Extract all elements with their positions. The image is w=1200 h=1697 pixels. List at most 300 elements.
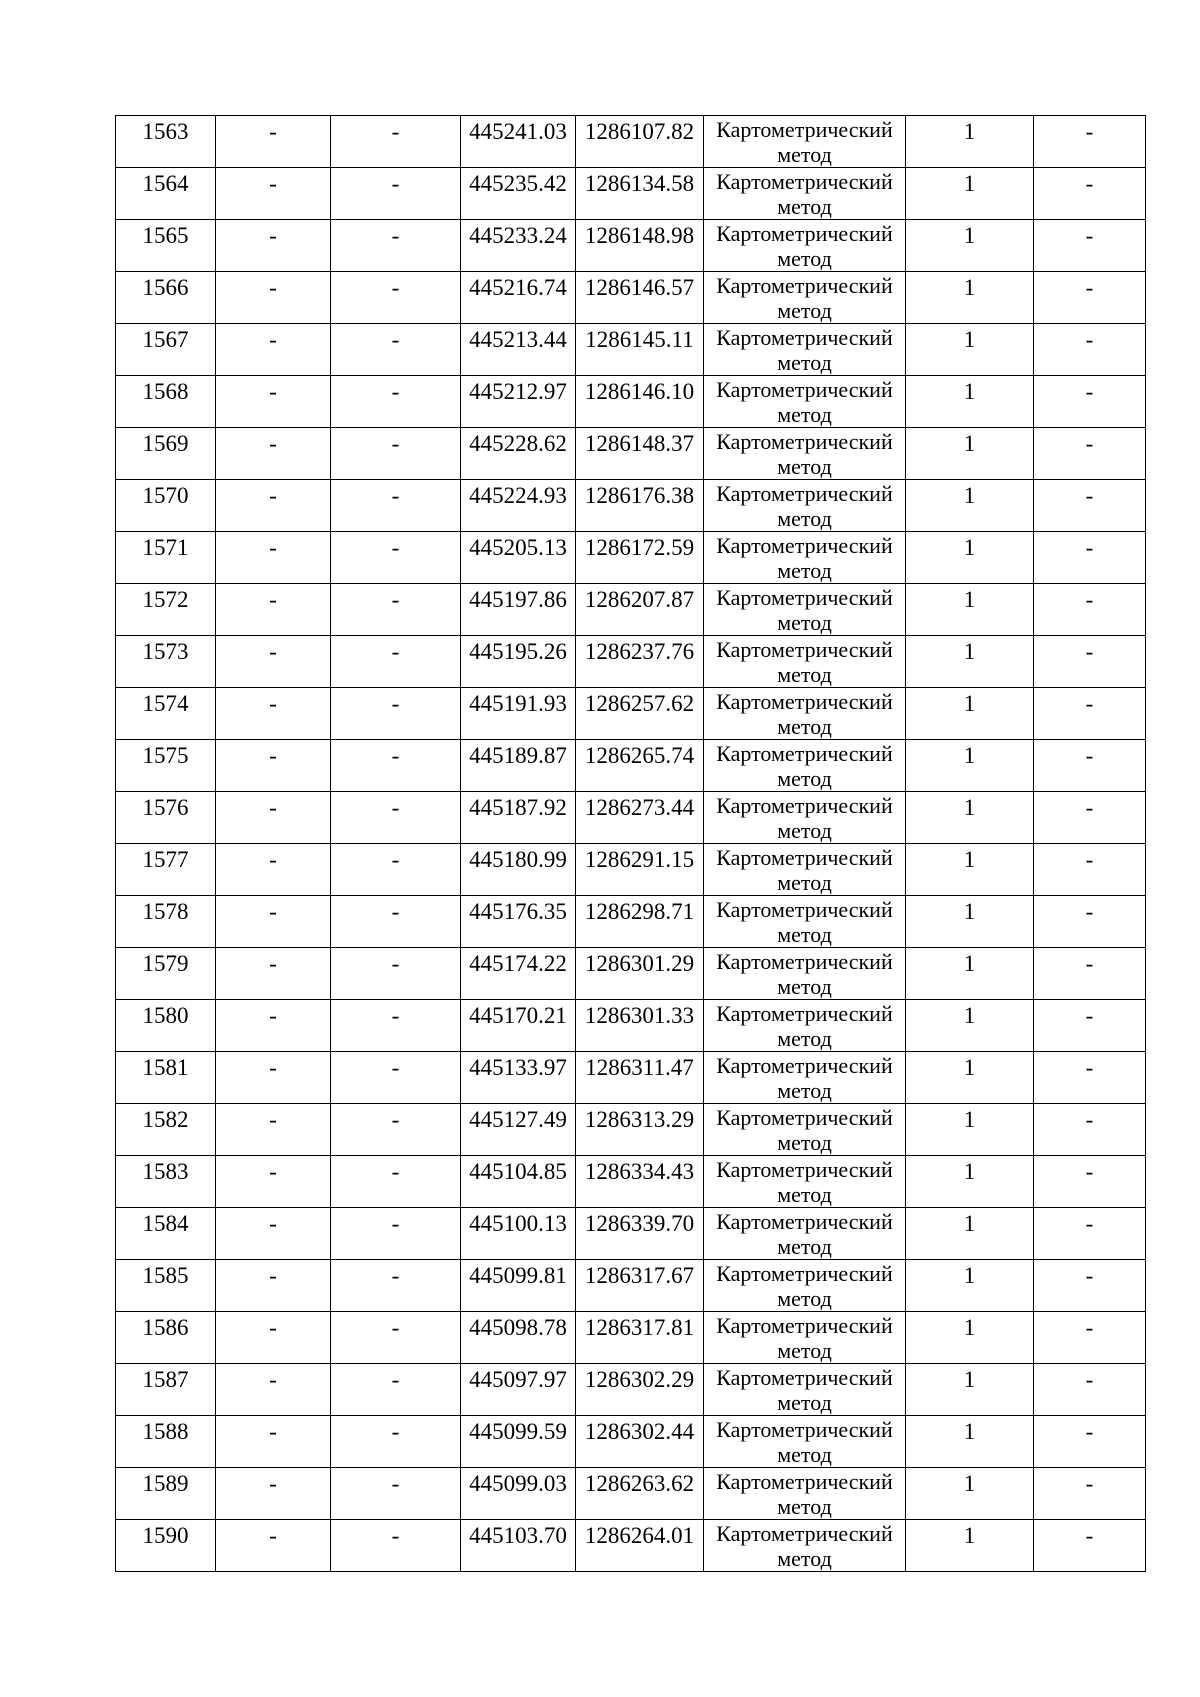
coordinate-y-cell: 1286237.76 <box>576 636 704 688</box>
coordinate-x-cell: 445187.92 <box>461 792 576 844</box>
coordinate-y-cell: 1286302.44 <box>576 1416 704 1468</box>
empty-dash-cell: - <box>1034 376 1146 428</box>
empty-dash-cell: - <box>1034 688 1146 740</box>
accuracy-cell: 1 <box>906 688 1034 740</box>
method-line-1: Картометрический <box>716 533 893 558</box>
empty-dash-cell: - <box>216 1364 331 1416</box>
point-number-cell: 1574 <box>116 688 216 740</box>
table-row <box>116 792 1146 844</box>
method-line-2: метод <box>777 246 832 271</box>
empty-dash-cell: - <box>331 948 461 1000</box>
empty-dash-cell: - <box>216 792 331 844</box>
accuracy-cell: 1 <box>906 428 1034 480</box>
empty-dash-cell: - <box>1034 1312 1146 1364</box>
method-line-1: Картометрический <box>716 481 893 506</box>
table-row <box>116 428 1146 480</box>
accuracy-cell: 1 <box>906 1364 1034 1416</box>
point-number-cell: 1586 <box>116 1312 216 1364</box>
point-number-cell: 1575 <box>116 740 216 792</box>
method-line-2: метод <box>777 454 832 479</box>
empty-dash-cell: - <box>216 116 331 168</box>
method-cell <box>704 1416 906 1468</box>
coordinate-x-cell: 445099.81 <box>461 1260 576 1312</box>
table-row <box>116 688 1146 740</box>
coordinate-y-cell: 1286148.37 <box>576 428 704 480</box>
empty-dash-cell: - <box>1034 1520 1146 1572</box>
accuracy-cell: 1 <box>906 220 1034 272</box>
coordinate-x-cell: 445233.24 <box>461 220 576 272</box>
method-line-1: Картометрический <box>716 845 893 870</box>
method-cell <box>704 532 906 584</box>
method-line-2: метод <box>777 298 832 323</box>
accuracy-cell: 1 <box>906 1416 1034 1468</box>
coordinate-x-cell: 445212.97 <box>461 376 576 428</box>
coordinate-y-cell: 1286291.15 <box>576 844 704 896</box>
empty-dash-cell: - <box>331 480 461 532</box>
coordinate-y-cell: 1286207.87 <box>576 584 704 636</box>
method-cell <box>704 584 906 636</box>
method-cell <box>704 792 906 844</box>
coordinate-x-cell: 445224.93 <box>461 480 576 532</box>
accuracy-cell: 1 <box>906 272 1034 324</box>
table-row <box>116 1520 1146 1572</box>
method-cell <box>704 948 906 1000</box>
empty-dash-cell: - <box>1034 1364 1146 1416</box>
coordinate-x-cell: 445216.74 <box>461 272 576 324</box>
table-row <box>116 948 1146 1000</box>
method-line-2: метод <box>777 662 832 687</box>
method-line-1: Картометрический <box>716 741 893 766</box>
method-line-1: Картометрический <box>716 897 893 922</box>
empty-dash-cell: - <box>1034 532 1146 584</box>
coordinate-x-cell: 445100.13 <box>461 1208 576 1260</box>
method-cell <box>704 1208 906 1260</box>
method-cell <box>704 324 906 376</box>
accuracy-cell: 1 <box>906 844 1034 896</box>
accuracy-cell: 1 <box>906 1468 1034 1520</box>
empty-dash-cell: - <box>1034 1156 1146 1208</box>
empty-dash-cell: - <box>216 324 331 376</box>
coordinate-x-cell: 445189.87 <box>461 740 576 792</box>
table-row <box>116 1052 1146 1104</box>
method-cell <box>704 428 906 480</box>
method-line-2: метод <box>777 1026 832 1051</box>
empty-dash-cell: - <box>216 688 331 740</box>
point-number-cell: 1579 <box>116 948 216 1000</box>
coordinate-x-cell: 445176.35 <box>461 896 576 948</box>
empty-dash-cell: - <box>216 1260 331 1312</box>
point-number-cell: 1590 <box>116 1520 216 1572</box>
method-line-2: метод <box>777 766 832 791</box>
coordinate-y-cell: 1286311.47 <box>576 1052 704 1104</box>
table-row <box>116 1208 1146 1260</box>
empty-dash-cell: - <box>216 844 331 896</box>
method-line-1: Картометрический <box>716 1261 893 1286</box>
method-cell <box>704 636 906 688</box>
table-row <box>116 1156 1146 1208</box>
point-number-cell: 1565 <box>116 220 216 272</box>
point-number-cell: 1580 <box>116 1000 216 1052</box>
method-line-2: метод <box>777 1546 832 1571</box>
coordinate-y-cell: 1286301.29 <box>576 948 704 1000</box>
accuracy-cell: 1 <box>906 480 1034 532</box>
accuracy-cell: 1 <box>906 1052 1034 1104</box>
empty-dash-cell: - <box>1034 584 1146 636</box>
accuracy-cell: 1 <box>906 1208 1034 1260</box>
method-line-1: Картометрический <box>716 1521 893 1546</box>
empty-dash-cell: - <box>331 584 461 636</box>
point-number-cell: 1564 <box>116 168 216 220</box>
empty-dash-cell: - <box>331 1156 461 1208</box>
table-row <box>116 168 1146 220</box>
empty-dash-cell: - <box>216 480 331 532</box>
empty-dash-cell: - <box>1034 740 1146 792</box>
empty-dash-cell: - <box>331 1000 461 1052</box>
coordinate-x-cell: 445174.22 <box>461 948 576 1000</box>
empty-dash-cell: - <box>331 792 461 844</box>
coordinate-y-cell: 1286302.29 <box>576 1364 704 1416</box>
method-cell <box>704 272 906 324</box>
empty-dash-cell: - <box>331 1468 461 1520</box>
table-row <box>116 1104 1146 1156</box>
method-line-2: метод <box>777 194 832 219</box>
empty-dash-cell: - <box>331 220 461 272</box>
method-cell <box>704 220 906 272</box>
coordinate-x-cell: 445099.03 <box>461 1468 576 1520</box>
accuracy-cell: 1 <box>906 1520 1034 1572</box>
empty-dash-cell: - <box>331 168 461 220</box>
empty-dash-cell: - <box>1034 220 1146 272</box>
empty-dash-cell: - <box>331 636 461 688</box>
coordinate-x-cell: 445191.93 <box>461 688 576 740</box>
coordinate-y-cell: 1286145.11 <box>576 324 704 376</box>
empty-dash-cell: - <box>216 428 331 480</box>
empty-dash-cell: - <box>331 844 461 896</box>
point-number-cell: 1563 <box>116 116 216 168</box>
empty-dash-cell: - <box>216 376 331 428</box>
point-number-cell: 1567 <box>116 324 216 376</box>
coordinate-x-cell: 445228.62 <box>461 428 576 480</box>
empty-dash-cell: - <box>216 1000 331 1052</box>
accuracy-cell: 1 <box>906 1312 1034 1364</box>
coordinate-y-cell: 1286172.59 <box>576 532 704 584</box>
empty-dash-cell: - <box>1034 1208 1146 1260</box>
empty-dash-cell: - <box>216 740 331 792</box>
empty-dash-cell: - <box>1034 896 1146 948</box>
point-number-cell: 1570 <box>116 480 216 532</box>
empty-dash-cell: - <box>1034 792 1146 844</box>
empty-dash-cell: - <box>331 1052 461 1104</box>
coordinate-y-cell: 1286317.81 <box>576 1312 704 1364</box>
method-line-2: метод <box>777 1182 832 1207</box>
accuracy-cell: 1 <box>906 376 1034 428</box>
accuracy-cell: 1 <box>906 948 1034 1000</box>
empty-dash-cell: - <box>331 1104 461 1156</box>
method-cell <box>704 376 906 428</box>
method-cell <box>704 688 906 740</box>
coordinate-x-cell: 445099.59 <box>461 1416 576 1468</box>
method-line-1: Картометрический <box>716 689 893 714</box>
method-line-1: Картометрический <box>716 1053 893 1078</box>
method-line-2: метод <box>777 1286 832 1311</box>
accuracy-cell: 1 <box>906 584 1034 636</box>
method-line-2: метод <box>777 402 832 427</box>
method-cell <box>704 1000 906 1052</box>
method-line-2: метод <box>777 610 832 635</box>
method-line-1: Картометрический <box>716 273 893 298</box>
empty-dash-cell: - <box>1034 1468 1146 1520</box>
empty-dash-cell: - <box>331 272 461 324</box>
accuracy-cell: 1 <box>906 1104 1034 1156</box>
point-number-cell: 1573 <box>116 636 216 688</box>
method-line-2: метод <box>777 1494 832 1519</box>
method-cell <box>704 168 906 220</box>
method-line-2: метод <box>777 922 832 947</box>
method-line-1: Картометрический <box>716 117 893 142</box>
method-line-1: Картометрический <box>716 169 893 194</box>
method-cell <box>704 1260 906 1312</box>
coordinate-y-cell: 1286265.74 <box>576 740 704 792</box>
empty-dash-cell: - <box>331 1312 461 1364</box>
table-row <box>116 896 1146 948</box>
accuracy-cell: 1 <box>906 896 1034 948</box>
method-line-1: Картометрический <box>716 793 893 818</box>
coordinate-x-cell: 445098.78 <box>461 1312 576 1364</box>
point-number-cell: 1568 <box>116 376 216 428</box>
method-cell <box>704 1052 906 1104</box>
point-number-cell: 1581 <box>116 1052 216 1104</box>
accuracy-cell: 1 <box>906 740 1034 792</box>
method-line-2: метод <box>777 1338 832 1363</box>
method-line-1: Картометрический <box>716 429 893 454</box>
empty-dash-cell: - <box>216 948 331 1000</box>
coordinate-x-cell: 445104.85 <box>461 1156 576 1208</box>
method-line-2: метод <box>777 1130 832 1155</box>
empty-dash-cell: - <box>331 1208 461 1260</box>
method-line-1: Картометрический <box>716 949 893 974</box>
coordinate-y-cell: 1286107.82 <box>576 116 704 168</box>
table-row <box>116 324 1146 376</box>
table-row <box>116 1364 1146 1416</box>
empty-dash-cell: - <box>1034 636 1146 688</box>
method-line-1: Картометрический <box>716 377 893 402</box>
table-row <box>116 272 1146 324</box>
method-line-2: метод <box>777 350 832 375</box>
method-line-2: метод <box>777 1442 832 1467</box>
coordinate-x-cell: 445241.03 <box>461 116 576 168</box>
coordinate-x-cell: 445170.21 <box>461 1000 576 1052</box>
point-number-cell: 1572 <box>116 584 216 636</box>
method-cell <box>704 1104 906 1156</box>
table-row <box>116 1468 1146 1520</box>
table-row <box>116 740 1146 792</box>
method-line-1: Картометрический <box>716 1105 893 1130</box>
empty-dash-cell: - <box>216 532 331 584</box>
method-cell <box>704 1156 906 1208</box>
method-cell <box>704 896 906 948</box>
empty-dash-cell: - <box>1034 1104 1146 1156</box>
method-cell <box>704 1468 906 1520</box>
empty-dash-cell: - <box>1034 1052 1146 1104</box>
method-cell <box>704 1312 906 1364</box>
empty-dash-cell: - <box>1034 844 1146 896</box>
empty-dash-cell: - <box>216 1104 331 1156</box>
coordinate-x-cell: 445127.49 <box>461 1104 576 1156</box>
method-line-1: Картометрический <box>716 1209 893 1234</box>
table-row <box>116 1312 1146 1364</box>
empty-dash-cell: - <box>216 584 331 636</box>
empty-dash-cell: - <box>331 532 461 584</box>
empty-dash-cell: - <box>216 1312 331 1364</box>
coordinate-y-cell: 1286148.98 <box>576 220 704 272</box>
coordinate-y-cell: 1286134.58 <box>576 168 704 220</box>
method-cell <box>704 844 906 896</box>
empty-dash-cell: - <box>1034 272 1146 324</box>
empty-dash-cell: - <box>331 688 461 740</box>
accuracy-cell: 1 <box>906 324 1034 376</box>
table-row <box>116 1260 1146 1312</box>
method-line-2: метод <box>777 1390 832 1415</box>
method-line-2: метод <box>777 506 832 531</box>
point-number-cell: 1578 <box>116 896 216 948</box>
method-cell <box>704 116 906 168</box>
empty-dash-cell: - <box>331 740 461 792</box>
method-line-1: Картометрический <box>716 221 893 246</box>
empty-dash-cell: - <box>331 428 461 480</box>
method-line-2: метод <box>777 974 832 999</box>
empty-dash-cell: - <box>216 1416 331 1468</box>
method-line-1: Картометрический <box>716 637 893 662</box>
point-number-cell: 1566 <box>116 272 216 324</box>
coordinate-y-cell: 1286298.71 <box>576 896 704 948</box>
accuracy-cell: 1 <box>906 636 1034 688</box>
empty-dash-cell: - <box>331 376 461 428</box>
accuracy-cell: 1 <box>906 1000 1034 1052</box>
coordinate-y-cell: 1286176.38 <box>576 480 704 532</box>
coordinate-y-cell: 1286264.01 <box>576 1520 704 1572</box>
coordinate-y-cell: 1286317.67 <box>576 1260 704 1312</box>
empty-dash-cell: - <box>216 272 331 324</box>
method-line-1: Картометрический <box>716 1157 893 1182</box>
method-line-1: Картометрический <box>716 585 893 610</box>
point-number-cell: 1569 <box>116 428 216 480</box>
method-line-1: Картометрический <box>716 1469 893 1494</box>
table-row <box>116 1416 1146 1468</box>
table-row <box>116 480 1146 532</box>
method-line-2: метод <box>777 142 832 167</box>
accuracy-cell: 1 <box>906 116 1034 168</box>
empty-dash-cell: - <box>216 1208 331 1260</box>
coordinate-y-cell: 1286313.29 <box>576 1104 704 1156</box>
method-line-2: метод <box>777 818 832 843</box>
coordinate-x-cell: 445235.42 <box>461 168 576 220</box>
empty-dash-cell: - <box>331 1364 461 1416</box>
coordinate-x-cell: 445103.70 <box>461 1520 576 1572</box>
point-number-cell: 1576 <box>116 792 216 844</box>
empty-dash-cell: - <box>1034 1416 1146 1468</box>
table-row <box>116 376 1146 428</box>
accuracy-cell: 1 <box>906 792 1034 844</box>
coordinate-x-cell: 445180.99 <box>461 844 576 896</box>
empty-dash-cell: - <box>1034 324 1146 376</box>
point-number-cell: 1589 <box>116 1468 216 1520</box>
method-cell <box>704 1520 906 1572</box>
method-cell <box>704 480 906 532</box>
empty-dash-cell: - <box>1034 428 1146 480</box>
point-number-cell: 1582 <box>116 1104 216 1156</box>
table-row <box>116 220 1146 272</box>
coordinate-y-cell: 1286146.57 <box>576 272 704 324</box>
method-line-2: метод <box>777 558 832 583</box>
point-number-cell: 1587 <box>116 1364 216 1416</box>
empty-dash-cell: - <box>216 1052 331 1104</box>
empty-dash-cell: - <box>331 1260 461 1312</box>
empty-dash-cell: - <box>1034 948 1146 1000</box>
empty-dash-cell: - <box>1034 116 1146 168</box>
empty-dash-cell: - <box>331 1416 461 1468</box>
empty-dash-cell: - <box>331 896 461 948</box>
accuracy-cell: 1 <box>906 532 1034 584</box>
method-line-1: Картометрический <box>716 1365 893 1390</box>
empty-dash-cell: - <box>216 896 331 948</box>
empty-dash-cell: - <box>216 1468 331 1520</box>
empty-dash-cell: - <box>331 324 461 376</box>
point-number-cell: 1584 <box>116 1208 216 1260</box>
coordinate-y-cell: 1286301.33 <box>576 1000 704 1052</box>
coordinate-y-cell: 1286334.43 <box>576 1156 704 1208</box>
accuracy-cell: 1 <box>906 1156 1034 1208</box>
coordinate-x-cell: 445195.26 <box>461 636 576 688</box>
coordinate-x-cell: 445197.86 <box>461 584 576 636</box>
table-row <box>116 116 1146 168</box>
point-number-cell: 1588 <box>116 1416 216 1468</box>
table-row <box>116 532 1146 584</box>
empty-dash-cell: - <box>216 1156 331 1208</box>
table-body <box>116 116 1146 1572</box>
empty-dash-cell: - <box>216 168 331 220</box>
method-line-1: Картометрический <box>716 1313 893 1338</box>
coordinate-y-cell: 1286257.62 <box>576 688 704 740</box>
method-line-1: Картометрический <box>716 325 893 350</box>
method-cell <box>704 1364 906 1416</box>
coordinates-table <box>115 115 1146 1572</box>
accuracy-cell: 1 <box>906 168 1034 220</box>
empty-dash-cell: - <box>216 1520 331 1572</box>
point-number-cell: 1577 <box>116 844 216 896</box>
table-row <box>116 636 1146 688</box>
method-cell <box>704 740 906 792</box>
empty-dash-cell: - <box>216 220 331 272</box>
method-line-2: метод <box>777 1078 832 1103</box>
empty-dash-cell: - <box>1034 1260 1146 1312</box>
coordinate-y-cell: 1286273.44 <box>576 792 704 844</box>
method-line-2: метод <box>777 870 832 895</box>
method-line-2: метод <box>777 1234 832 1259</box>
coordinate-y-cell: 1286146.10 <box>576 376 704 428</box>
method-line-2: метод <box>777 714 832 739</box>
empty-dash-cell: - <box>1034 168 1146 220</box>
method-line-1: Картометрический <box>716 1001 893 1026</box>
point-number-cell: 1583 <box>116 1156 216 1208</box>
empty-dash-cell: - <box>1034 480 1146 532</box>
accuracy-cell: 1 <box>906 1260 1034 1312</box>
coordinate-y-cell: 1286339.70 <box>576 1208 704 1260</box>
table-row <box>116 844 1146 896</box>
empty-dash-cell: - <box>216 636 331 688</box>
coordinate-x-cell: 445097.97 <box>461 1364 576 1416</box>
point-number-cell: 1571 <box>116 532 216 584</box>
table-row <box>116 584 1146 636</box>
